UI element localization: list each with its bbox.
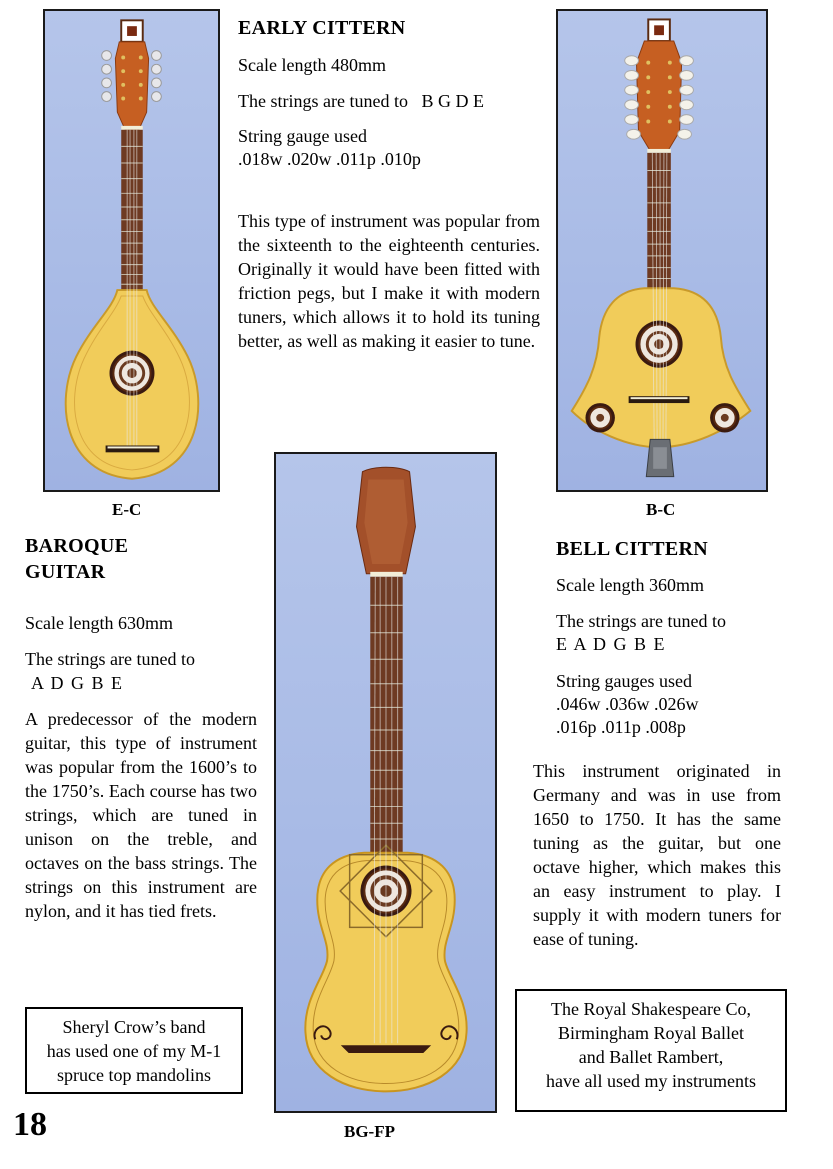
early-cittern-title: EARLY CITTERN bbox=[238, 17, 406, 39]
sheryl-crow-box bbox=[25, 1007, 243, 1094]
sheryl-crow-line3: spruce top mandolins bbox=[57, 1065, 211, 1085]
early-cittern-gauge-values: .018w .020w .011p .010p bbox=[238, 149, 421, 169]
bell-cittern-tuning-label: The strings are tuned to bbox=[556, 611, 726, 631]
royal-shakespeare-box bbox=[515, 989, 787, 1112]
baroque-guitar-description: A predecessor of the modern guitar, this type of instrument was popular from the 1600’s to the 1750’s. Each course has two strings, which are tuned in unison on the treble, and octaves on the bass strings. The strings on this instrument are nylon, and it has tied frets. bbox=[25, 709, 257, 921]
royal-shakespeare-line2: Birmingham Royal Ballet bbox=[558, 1023, 744, 1043]
royal-shakespeare-line3: and Ballet Rambert, bbox=[578, 1047, 724, 1067]
royal-shakespeare-line4: have all used my instruments bbox=[546, 1071, 756, 1091]
bell-cittern-gauge-label: String gauges used bbox=[556, 671, 692, 691]
early-cittern-description: This type of instrument was popular from the sixteenth to the eighteenth centuries. Originally it would have been fitted with friction pegs, but I make it with modern tuners, which allows it to hold its tuning better, as well as making it easier to tune. bbox=[238, 211, 540, 351]
baroque-guitar-caption: BG-FP bbox=[344, 1122, 395, 1141]
bell-cittern-tuning-notes: E A D G B E bbox=[556, 634, 667, 654]
baroque-guitar-illustration bbox=[276, 454, 495, 1111]
early-cittern-scale: Scale length 480mm bbox=[238, 55, 386, 75]
early-cittern-gauge-label: String gauge used bbox=[238, 126, 367, 146]
bell-cittern-photo bbox=[556, 9, 768, 492]
baroque-guitar-title-line2: GUITAR bbox=[25, 561, 106, 583]
early-cittern-tuning: The strings are tuned to B G D E bbox=[238, 91, 484, 111]
page-number: 18 bbox=[13, 1106, 47, 1143]
sheryl-crow-line1: Sheryl Crow’s band bbox=[62, 1017, 206, 1037]
early-cittern-caption: E-C bbox=[112, 500, 142, 519]
bell-cittern-gauge-line1: .046w .036w .026w bbox=[556, 694, 699, 714]
early-cittern-photo bbox=[43, 9, 220, 492]
bell-cittern-illustration bbox=[558, 11, 766, 490]
baroque-guitar-tuning-notes: A D G B E bbox=[31, 673, 124, 693]
baroque-guitar-tuning-label: The strings are tuned to bbox=[25, 649, 195, 669]
royal-shakespeare-line1: The Royal Shakespeare Co, bbox=[551, 999, 751, 1019]
bell-cittern-scale: Scale length 360mm bbox=[556, 575, 704, 595]
sheryl-crow-line2: has used one of my M-1 bbox=[46, 1041, 222, 1061]
baroque-guitar-title-line1: BAROQUE bbox=[25, 535, 129, 557]
bell-cittern-title: BELL CITTERN bbox=[556, 538, 708, 560]
bell-cittern-gauge-line2: .016p .011p .008p bbox=[556, 717, 686, 737]
bell-cittern-description: This instrument originated in Germany and was in use from 1650 to 1750. It has the same tuning as the guitar, but one octave higher, which makes this an easy instrument to play. I supply it with modern tuners for ease of tuning. bbox=[533, 761, 781, 949]
bell-cittern-caption: B-C bbox=[646, 500, 676, 519]
baroque-guitar-scale: Scale length 630mm bbox=[25, 613, 173, 633]
early-cittern-illustration bbox=[45, 11, 218, 490]
baroque-guitar-photo bbox=[274, 452, 497, 1113]
